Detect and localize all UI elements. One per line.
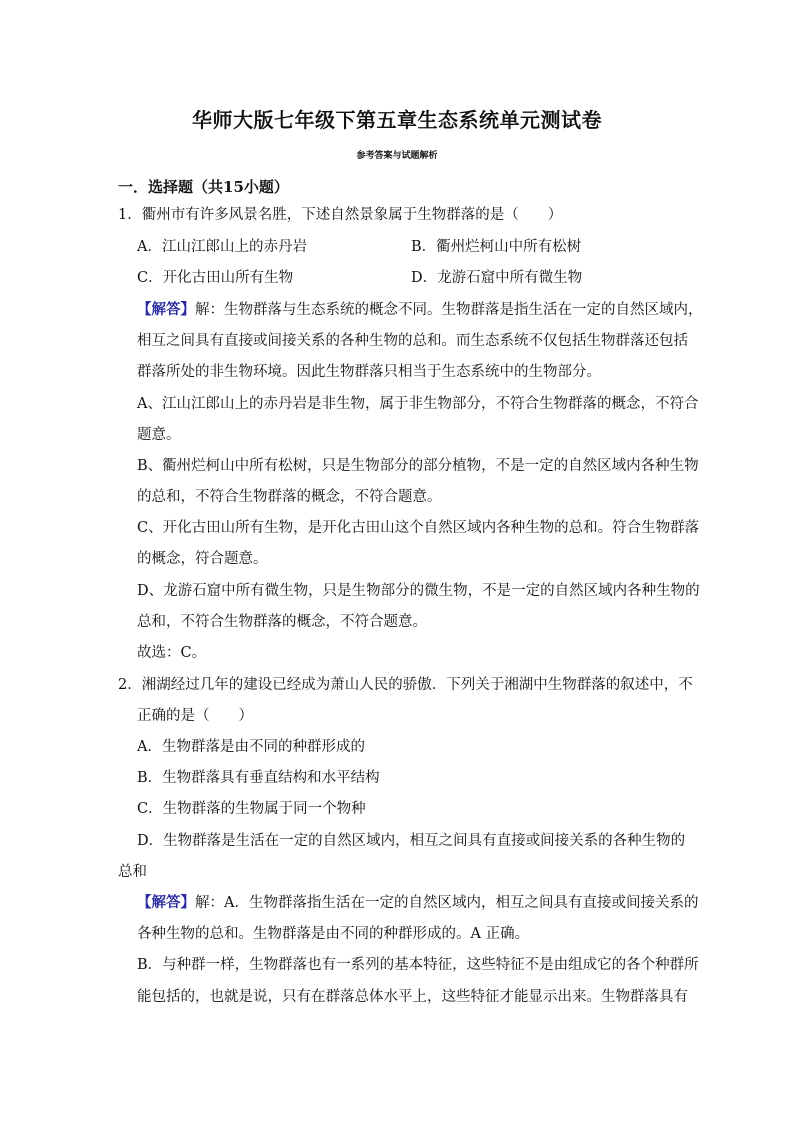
document-title: 华师大版七年级下第五章生态系统单元测试卷: [192, 108, 602, 132]
q1-analysis-c-2: 的概念，符合题意。: [137, 551, 268, 567]
q2-option-d-2: 总和: [118, 864, 147, 880]
q2-answer-text-1: 解：A．生物群落指生活在一定的自然区域内，相互之间具有直接或间接关系的: [195, 895, 699, 911]
q1-stem: 1．衢州市有许多风景名胜，下述自然景象属于生物群落的是（ ）: [118, 207, 563, 223]
q1-analysis-b-2: 的总和，不符合生物群落的概念，不符合题意。: [137, 489, 442, 505]
q1-answer-text-1: 解：生物群落与生态系统的概念不同。生物群落是指生活在一定的自然区域内，: [195, 302, 703, 318]
q1-answer-line-3: 群落所处的非生物环境。因此生物群落只相当于生态系统中的生物部分。: [137, 364, 601, 380]
document-subtitle: 参考答案与试题解析: [356, 151, 438, 161]
q1-option-a: A．江山江郎山上的赤丹岩: [137, 239, 307, 255]
q2-option-c: C．生物群落的生物属于同一个物种: [137, 801, 366, 817]
q1-answer-line-2: 相互之间具有直接或间接关系的各种生物的总和。而生态系统不仅包括生物群落还包括: [137, 333, 688, 349]
q1-option-c: C．开化古田山所有生物: [137, 270, 294, 286]
q1-analysis-a-2: 题意。: [137, 427, 181, 443]
q2-answer-line-1: [137, 893, 698, 913]
q2-option-a: A．生物群落是由不同的种群形成的: [137, 739, 365, 755]
q1-analysis-b-1: B、衢州烂柯山中所有松树，只是生物部分的部分植物，不是一定的自然区域内各种生物: [137, 458, 699, 474]
q1-analysis-d-2: 总和，不符合生物群落的概念，不符合题意。: [137, 614, 427, 630]
q2-analysis-b-1: B．与种群一样，生物群落也有一系列的基本特征，这些特征不是由组成它的各个种群所: [137, 957, 699, 973]
q2-option-b: B．生物群落具有垂直结构和水平结构: [137, 770, 380, 786]
q1-answer-tag: 【解答】: [137, 301, 195, 318]
q1-option-d: D．龙游石窟中所有微生物: [411, 270, 583, 286]
q2-answer-line-2: 各种生物的总和。生物群落是由不同的种群形成的。A 正确。: [137, 926, 530, 942]
q2-analysis-b-2: 能包括的，也就是说，只有在群落总体水平上，这些特征才能显示出来。生物群落具有: [137, 989, 688, 1005]
q1-analysis-d-1: D、龙游石窟中所有微生物，只是生物部分的微生物，不是一定的自然区域内各种生物的: [137, 583, 700, 599]
section-heading: 一．选择题（共15小题）: [118, 178, 289, 196]
q1-analysis-c-1: C、开化古田山所有生物，是开化古田山这个自然区域内各种生物的总和。符合生物群落: [137, 520, 700, 536]
q2-stem-line-1: 2．湘湖经过几年的建设已经成为萧山人民的骄傲．下列关于湘湖中生物群落的叙述中，不: [118, 677, 693, 693]
q1-answer-line-1: [137, 300, 703, 320]
q1-choice: 故选：C。: [137, 645, 207, 661]
q2-option-d-1: D．生物群落是生活在一定的自然区域内，相互之间具有直接或间接关系的各种生物的: [137, 833, 686, 849]
q1-option-b: B．衢州烂柯山中所有松树: [411, 239, 582, 255]
q1-analysis-a-1: A、江山江郎山上的赤丹岩是非生物，属于非生物部分，不符合生物群落的概念，不符合: [137, 396, 699, 412]
q2-stem-line-2: 正确的是（ ）: [137, 708, 253, 724]
q2-answer-tag: 【解答】: [137, 894, 195, 911]
